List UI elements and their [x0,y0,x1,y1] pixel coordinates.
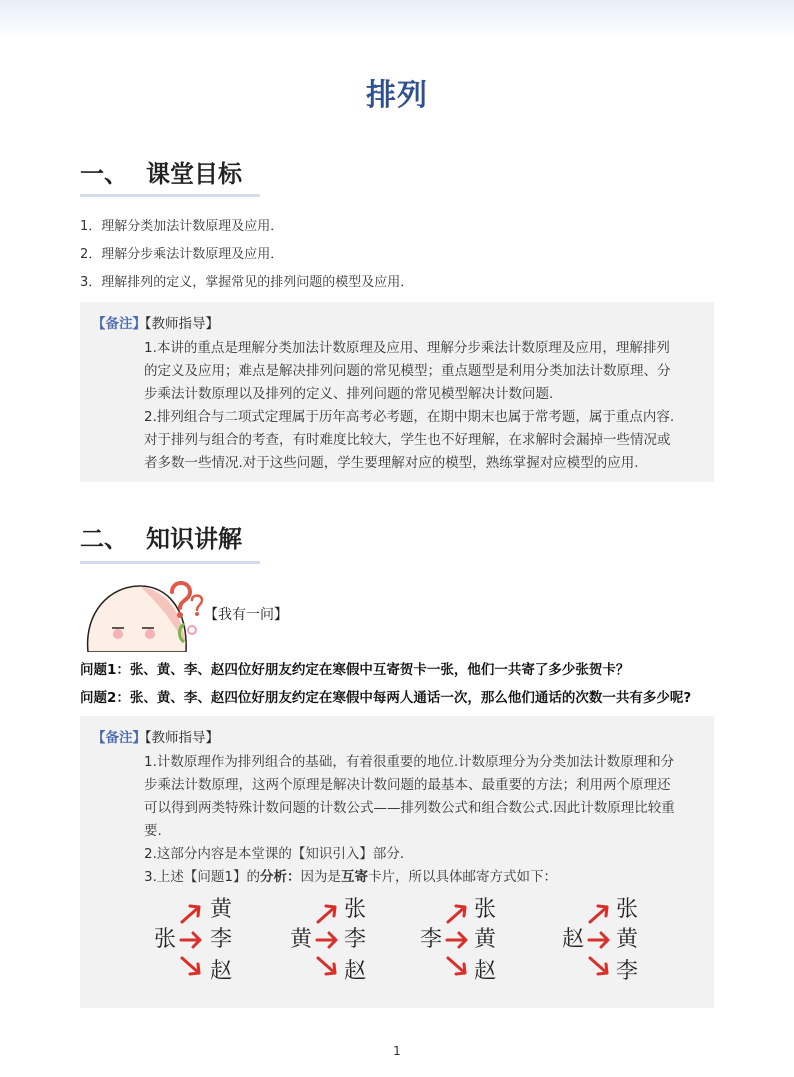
diagram-sender: 赵 [562,927,585,952]
bold-span: 互寄 [340,869,368,885]
red-arrows-icon [562,894,622,984]
red-arrows-icon [420,894,480,984]
note-tag: 【备注】 [92,316,146,332]
note-line: 2.这部分内容是本堂课的【知识引入】部分. [144,846,405,862]
diagram-receiver: 张 [616,897,639,922]
diagram-receiver: 张 [474,897,497,922]
diagram-receiver: 黄 [210,897,233,922]
section-number: 二、 [80,525,128,553]
page-number: 1 [393,1044,401,1058]
teacher-note-box [80,302,714,482]
section-underline [80,561,260,564]
note-line: 2.排列组合与二项式定理属于历年高考必考题，在期中期末也属于常考题，属于重点内容. [144,409,675,425]
diagram-receiver: 赵 [210,959,233,984]
diagram-sender: 张 [154,927,177,952]
red-arrows-icon [290,894,350,984]
note-line: 步乘法计数原理以及排列的定义、排列问题的常见模型解决计数问题. [144,386,554,402]
note-line: 步乘法计数原理，这两个原理是解决计数问题的最基本、最重要的方法；利用两个原理还 [144,777,671,793]
note-line: 1.计数原理作为排列组合的基础，有着很重要的地位.计数原理分为分类加法计数原理和分 [144,754,675,770]
section-heading-goals [80,154,242,189]
thinking-cartoon-icon [80,572,208,652]
text-span: 3.上述【问题1】的 [144,869,260,885]
diagram-receiver: 张 [344,897,367,922]
note-tag: 【备注】 [92,730,146,746]
section-underline [80,194,260,197]
note-line: 1.本讲的重点是理解分类加法计数原理及应用、理解分步乘法计数原理及应用，理解排列 [144,340,670,356]
note-label: 【教师指导】 [138,730,219,746]
text-span: 卡片，所以具体邮寄方式如下： [367,869,557,885]
page-title: 排列 [366,78,428,113]
diagram-sender: 黄 [290,927,313,952]
question-1: 问题1：张、黄、李、赵四位好朋友约定在寒假中互寄贺卡一张，他们一共寄了多少张贺卡？ [80,662,630,678]
diagram-receiver: 黄 [474,927,497,952]
note-line: 要. [144,823,162,839]
note-line: 对于排列与组合的考查，有时难度比较大，学生也不好理解，在求解时会漏掉一些情况或 [144,432,671,448]
section-heading-knowledge [80,519,242,554]
goal-item: 3．理解排列的定义，掌握常见的排列问题的模型及应用． [80,275,414,290]
note-line: 的定义及应用；难点是解决排列问题的常见模型；重点题型是利用分类加法计数原理、分 [144,363,671,379]
ask-question-label: 【我有一问】 [204,607,288,623]
red-arrows-icon [154,894,214,984]
note-line: 可以得到两类特殊计数问题的计数公式——排列数公式和组合数公式.因此计数原理比较重 [144,800,675,816]
diagram-receiver: 李 [210,927,233,952]
header-band [0,0,794,40]
diagram-sender: 李 [420,927,443,952]
section-title: 课堂目标 [146,160,242,188]
bold-span: 分析： [259,869,301,885]
note-label: 【教师指导】 [138,316,219,332]
question-2: 问题2：张、黄、李、赵四位好朋友约定在寒假中每两人通话一次，那么他们通话的次数一共有多少呢? [80,690,692,706]
diagram-receiver: 赵 [344,959,367,984]
diagram-receiver: 赵 [474,959,497,984]
diagram-receiver: 李 [616,959,639,984]
section-title: 知识讲解 [146,525,242,553]
teacher-note-box [80,716,714,1008]
note-line-analysis [144,865,557,885]
text-span: 因为是 [300,869,341,885]
diagram-receiver: 黄 [616,927,639,952]
goal-item: 2．理解分步乘法计数原理及应用． [80,247,284,262]
goal-item: 1．理解分类加法计数原理及应用． [80,219,284,234]
section-number: 一、 [80,160,128,188]
note-line: 者多数一些情况.对于这些问题，学生要理解对应的模型，熟练掌握对应模型的应用. [144,455,639,471]
diagram-receiver: 李 [344,927,367,952]
